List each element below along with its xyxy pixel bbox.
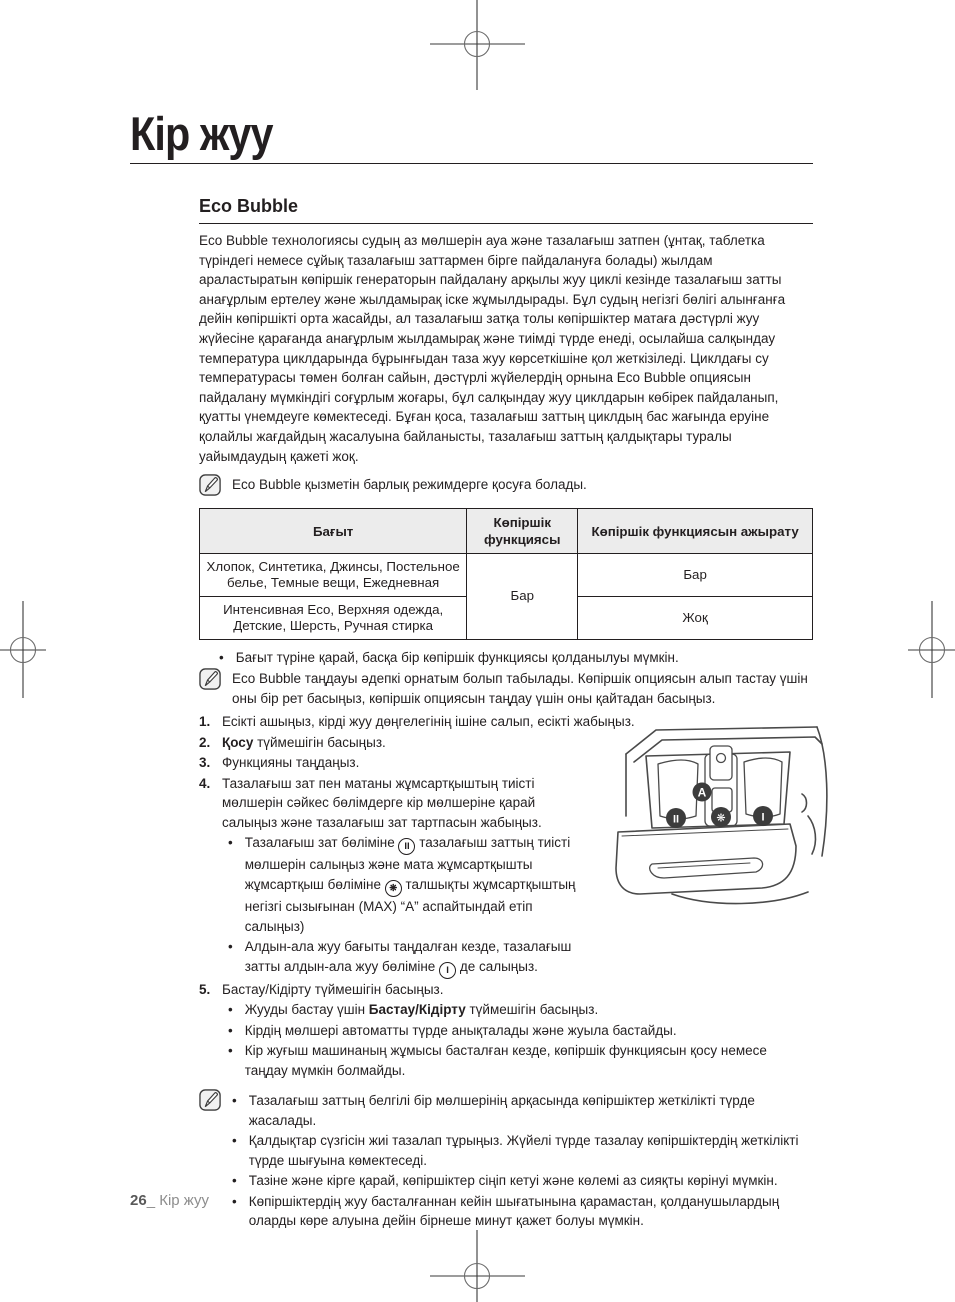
cell-programs-1: Хлопок, Синтетика, Джинсы, Постельное белье, Темные вещи, Ежедневная: [200, 554, 467, 597]
badge-softener-label: ❋: [716, 812, 726, 825]
intro-paragraph: Eco Bubble технологиясы судың аз мөлшерін ауа және тазалағыш затпен (ұнтақ, таблетка түріндегі немесе сұйық тазалағыш заттармен бірге пайдалануға болады) жылдам араластыратын көпіршік генераторын пайдалану арқылы жуу циклі кезінде тазалағыш затты анағұрлым ертелеу және жылдамырақ іске жұмылдырады. Бұл судың негізгі бөлігі алынғанға дейін көпіршікті орта жасайды, ал тазалағыш затқа толы көпіршіктер матаға дәстүрлі жуу жүйесіне қарағанда анағұрлым жылдамырақ және тиімді түрде енеді, осылайша салқындау температура циклдарында бұрынғыдан таза жуу көрсеткішіне қол жеткізіледі. Циклдағы су температурасы төмен болған сайын, дәстүрлі жүйелердің орнына Eco Bubble опциясын пайдалану мүмкіндігі соғұрлым жоғары, бұл салқындау жуу циклдарын көбірек пайдаланып, қуатты үнемдеуге көмектеседі. Бұған қоса, тазалағыш заттың циклдың бас жағында еруіне қолайлы жағдайдың жасалуына байланысты, тазалағыш заттың қалдықтары туралы уайымдаудың қажеті жоқ.: [199, 233, 786, 464]
final-note-block: [199, 1090, 813, 1231]
cell-off-2: Жоқ: [578, 597, 813, 640]
table-note-bullet: • Бағыт түріне қарай, басқа бір көпіршік функциясы қолданылуы мүмкін.: [199, 648, 813, 667]
col-header-bubble-off: Көпіршік функциясын ажырату: [578, 509, 813, 554]
start-pause-button-label: Бастау/Кідірту: [368, 1002, 466, 1018]
power-button-label: Қосу: [222, 734, 254, 750]
col-header-program: Бағыт: [200, 509, 467, 554]
note-pencil-icon: [199, 474, 222, 497]
note-line: [199, 475, 813, 497]
prewash-compartment-icon: I: [439, 962, 456, 979]
page-footer: [130, 1192, 209, 1209]
step-2: 2. Қосу түймешігін басыңыз.: [199, 734, 386, 750]
step-4-sub-bullets: [222, 833, 594, 979]
step-1: 1. Есікті ашыңыз, кірді жуу дөңгелегінің ішіне салып, есікті жабыңыз.: [199, 714, 635, 730]
softener-compartment-icon: ❋: [385, 880, 402, 897]
registration-mark-left: [0, 601, 46, 698]
title-rule: [130, 163, 813, 164]
step-5: 5. Бастау/Кідірту түймешігін басыңыз. • Жууды бастау үшін Бастау/Кідірту түймешігін басыңыз. • Кірдің мөлшері автоматты түрде анықталады және жуыла бастайды. • Кір жуғыш машинаның жұмысы басталған кезде, көпіршік функциясын қосу немесе таңдау мүмкін болмайды.: [199, 980, 813, 1081]
step-5-sub-bullets: • Жууды бастау үшін Бастау/Кідірту түймешігін басыңыз. • Кірдің мөлшері автоматты түрде анықталады және жуыла бастайды. • Кір жуғыш машинаның жұмысы басталған кезде, көпіршік функциясын қосу немесе таңдау мүмкін болмайды.: [222, 1000, 813, 1080]
note-text: Eco Bubble қызметін барлық режимдерге қосуға болады.: [232, 477, 587, 493]
detergent-bullet: • Тазалағыш зат бөліміне II тазалағыш заттың тиісті мөлшерін салыңыз және мата жұмсартқышты жұмсартқыш бөліміне ❋ талшықты жұмсартқыштың негізгі сызығынан (MAX) “A” аспайтындай етіп салыңыз): [228, 833, 594, 936]
bubble-function-table: [199, 508, 813, 640]
footer-separator: _: [146, 1192, 160, 1209]
drawer-badge-prewash: [753, 806, 773, 826]
badge-detergent-label: II: [672, 813, 680, 826]
table-row: [200, 554, 813, 597]
final-note-list: • Тазалағыш заттың белгілі бір мөлшерінің арқасында көпіршіктер жеткілікті түрде жасалады. • Қалдықтар сүзгісін жиі тазалап тұрыңыз. Жүйелі түрде тазалау көпіршіктердің жеткілікті түрде шығуына көмектеседі. • Тазіне және кірге қарай, көпіршіктер сіңіп кетуі және көлемі аз сияқты көрінуі мүмкін. • Көпіршіктердің жуу басталғаннан кейін шығатынына қарамастан, қолданушылардың оларды көре алуына дейін бірнеше минут қажет болуы мүмкін.: [232, 1090, 813, 1231]
drawer-badge-detergent: [666, 808, 686, 828]
registration-mark-right: [908, 601, 955, 698]
prewash-bullet: • Алдын-ала жуу бағыты таңдалған кезде, тазалағыш затты алдын-ала жуу бөліміне I де салыңыз.: [228, 937, 594, 979]
detergent-drawer-illustration: [612, 696, 840, 911]
cell-programs-2: Интенсивная Eco, Верхняя одежда, Детские, Шерсть, Ручная стирка: [200, 597, 467, 640]
page-header: [130, 108, 813, 164]
footer-chapter-label: Кір жуу: [159, 1192, 209, 1209]
col-header-bubble-function: Көпіршік функциясы: [467, 509, 578, 554]
badge-prewash-label: I: [761, 811, 765, 824]
cell-off-1: Бар: [578, 554, 813, 597]
page-title: Кір жуу: [130, 107, 273, 160]
note-pencil-icon: [199, 668, 222, 691]
registration-mark-top: [430, 0, 525, 90]
registration-mark-bottom: [430, 1230, 525, 1302]
detergent-compartment-icon: II: [398, 838, 415, 855]
note-pencil-icon: [199, 1089, 222, 1112]
badge-a-label: A: [697, 785, 707, 800]
page-number: 26: [130, 1192, 147, 1209]
drawer-badge-a: [693, 783, 712, 802]
step-4: 4. Тазалағыш зат пен матаны жұмсартқыштың тиісті мөлшерін сәйкес бөлімдерге кір мөлшеріне қарай салыңыз және тазалағыш зат тартпасын жабыңыз. • Тазалағыш зат бөліміне II тазалағыш заттың тиісті мөлшерін салыңыз және мата жұмсартқышты жұмсартқыш бөліміне ❋ талшықты жұмсартқыштың негізгі сызығынан (MAX) “A” аспайтындай етіп салыңыз) • Алдын-ала жуу бағыты таңдалған кезде, тазалағыш затты алдын-ала жуу бөліміне I де салыңыз.: [199, 774, 813, 979]
cell-bubble-function: Бар: [467, 554, 578, 640]
section-heading: Eco Bubble: [199, 196, 813, 224]
note-text: Eco Bubble таңдауы әдепкі орнатым болып табылады. Көпіршік опциясын алып тастау үшін оны бір рет басыңыз, көпіршік опциясын таңдау үшін оны қайтадан басыңыз.: [232, 671, 808, 706]
step-3: 3. Функцияны таңдаңыз.: [199, 755, 360, 771]
drawer-badge-softener: [711, 807, 731, 827]
